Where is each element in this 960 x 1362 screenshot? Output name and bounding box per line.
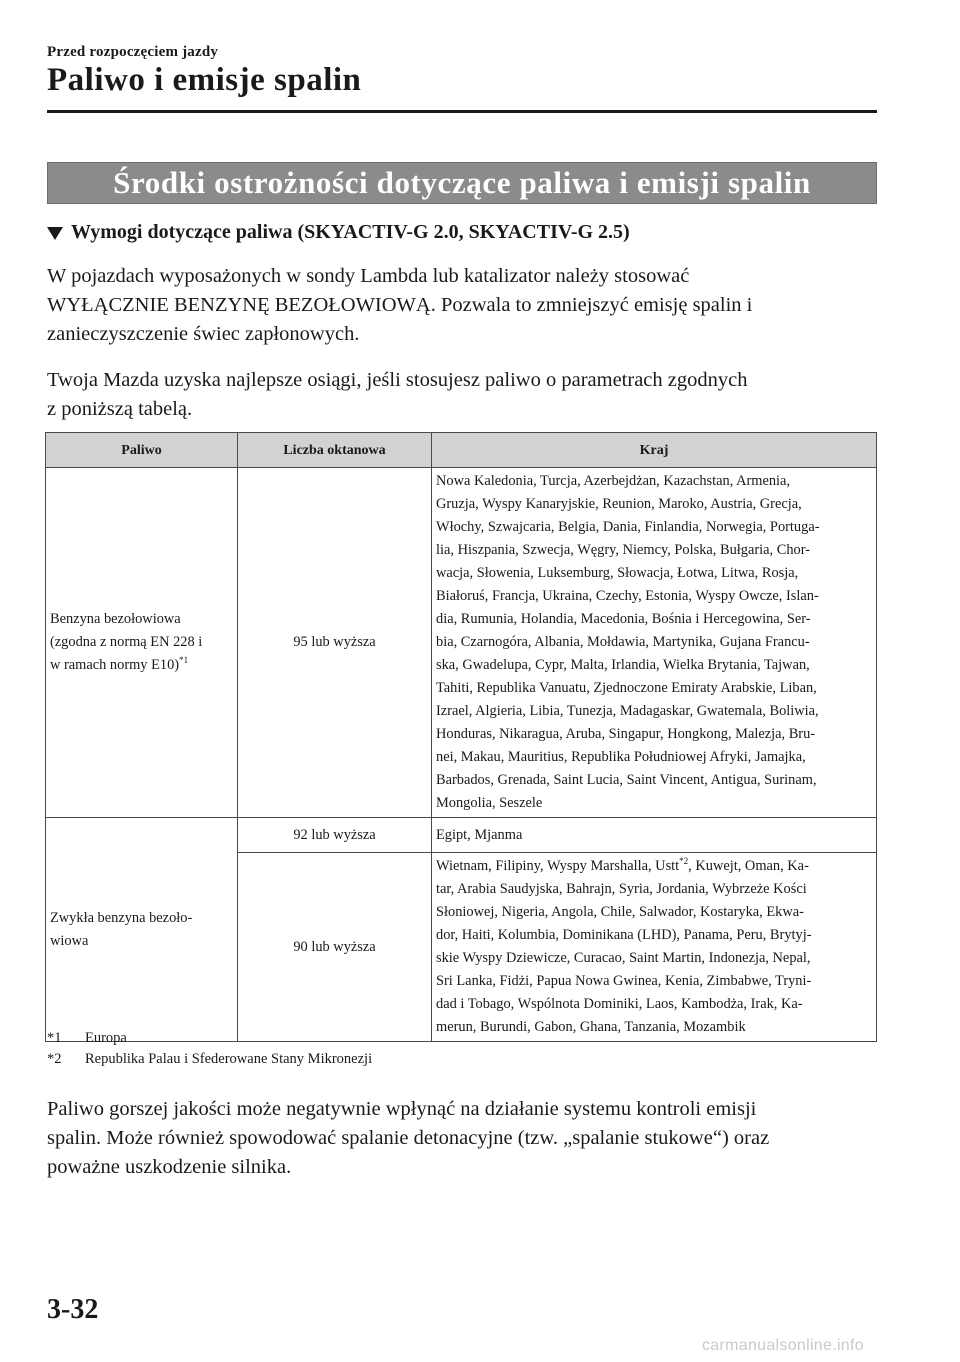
column-header-octane: Liczba oktanowa xyxy=(238,433,432,468)
cell-line: wacja, Słowenia, Luksemburg, Słowacja, Łotwa, Litwa, Rosja, xyxy=(436,565,799,581)
octane-cell: 92 lub wyższa xyxy=(238,818,432,853)
cell-line: Tahiti, Republika Vanuatu, Zjednoczone Emiraty Arabskie, Liban, xyxy=(436,680,817,696)
table-row xyxy=(46,468,877,818)
paragraph-line: zanieczyszczenie świec zapłonowych. xyxy=(47,323,360,345)
cell-line: skie Wyspy Dziewicze, Curacao, Saint Martin, Indonezja, Nepal, xyxy=(436,950,811,966)
footnote-mark: *1 xyxy=(47,1030,62,1046)
footnote xyxy=(47,1028,372,1049)
paragraph-line: Twoja Mazda uzyska najlepsze osiągi, jeśli stosujesz paliwo o parametrach zgodnych xyxy=(47,369,748,391)
cell-line: Mongolia, Seszele xyxy=(436,795,543,811)
cell-line: Zwykła benzyna bezoło- xyxy=(50,909,193,926)
page-number: 3-32 xyxy=(47,1294,99,1325)
subsection-title: Wymogi dotyczące paliwa (SKYACTIV-G 2.0, SKYACTIV-G 2.5) xyxy=(71,221,630,243)
title-divider xyxy=(47,110,877,113)
cell-line: Honduras, Nikaragua, Aruba, Singapur, Hongkong, Malezja, Bru- xyxy=(436,726,816,742)
paragraph-intro xyxy=(47,262,857,349)
cell-line: Białoruś, Francja, Ukraina, Czechy, Estonia, Wyspy Owcze, Islan- xyxy=(436,588,819,604)
country-list xyxy=(436,878,872,1039)
footnote xyxy=(47,1049,372,1070)
page-title: Paliwo i emisje spalin xyxy=(47,62,362,98)
cell-line: Benzyna bezołowiowa xyxy=(50,611,181,627)
footnote-text: Europa xyxy=(85,1030,127,1046)
footnote-mark: *2 xyxy=(47,1051,62,1067)
column-header-country: Kraj xyxy=(432,433,877,468)
cell-line: Włochy, Szwajcaria, Belgia, Dania, Finlandia, Norwegia, Portuga- xyxy=(436,519,820,535)
octane-cell: 90 lub wyższa xyxy=(238,853,432,1042)
cell-line: Nowa Kaledonia, Turcja, Azerbejdżan, Kazachstan, Armenia, xyxy=(436,473,791,489)
footnote-ref: *2 xyxy=(679,856,689,867)
table-header-row xyxy=(46,433,877,468)
cell-line xyxy=(50,654,233,677)
country-list xyxy=(436,470,872,815)
cell-text: , Kuwejt, Oman, Ka- xyxy=(688,858,809,874)
cell-line: dia, Rumunia, Holandia, Macedonia, Bośnia i Hercegowina, Ser- xyxy=(436,611,811,627)
cell-line: (zgodna z normą EN 228 i xyxy=(50,634,203,650)
cell-line: Barbados, Grenada, Saint Lucia, Saint Vincent, Antigua, Surinam, xyxy=(436,772,817,788)
cell-line: wiowa xyxy=(50,932,89,949)
watermark: carmanualsonline.info xyxy=(702,1337,864,1354)
cell-line: bia, Czarnogóra, Albania, Mołdawia, Martynika, Gujana Francu- xyxy=(436,634,810,650)
cell-line: nei, Makau, Mauritius, Republika Południowej Afryki, Jamajka, xyxy=(436,749,806,765)
cell-line: ska, Gwadelupa, Cypr, Malta, Irlandia, Wielka Brytania, Tajwan, xyxy=(436,657,810,673)
paragraph-line: z poniższą tabelą. xyxy=(47,398,193,420)
cell-line: merun, Burundi, Gabon, Ghana, Tanzania, Mozambik xyxy=(436,1019,746,1035)
cell-line: dor, Haiti, Kolumbia, Dominikana (LHD), Panama, Peru, Brytyj- xyxy=(436,927,812,943)
cell-text: Wietnam, Filipiny, Wyspy Marshalla, Ustt xyxy=(436,858,680,874)
column-header-fuel: Paliwo xyxy=(46,433,238,468)
footnotes xyxy=(47,1028,372,1070)
paragraph-warning xyxy=(47,1095,857,1182)
paragraph-line: W pojazdach wyposażonych w sondy Lambda lub katalizator należy stosować xyxy=(47,265,690,287)
triangle-down-icon xyxy=(47,227,63,240)
cell-line: Sri Lanka, Fidżi, Papua Nowa Gwinea, Kenia, Zimbabwe, Tryni- xyxy=(436,973,812,989)
footnote-ref: *1 xyxy=(179,655,189,666)
cell-line xyxy=(436,855,872,878)
country-cell: Egipt, Mjanma xyxy=(432,818,877,853)
cell-line: Izrael, Algieria, Libia, Tunezja, Madagaskar, Gwatemala, Boliwia, xyxy=(436,703,819,719)
cell-line: Gruzja, Wyspy Kanaryjskie, Reunion, Maroko, Austria, Grecja, xyxy=(436,496,802,512)
footnote-text: Republika Palau i Sfederowane Stany Mikronezji xyxy=(85,1051,373,1067)
subsection-heading xyxy=(47,221,630,244)
fuel-type-cell xyxy=(46,818,238,1042)
cell-line: dad i Tobago, Wspólnota Dominiki, Laos, Kambodża, Irak, Ka- xyxy=(436,996,803,1012)
paragraph-performance xyxy=(47,366,857,424)
paragraph-line: poważne uszkodzenie silnika. xyxy=(47,1156,292,1178)
fuel-requirements-table xyxy=(45,432,877,1042)
cell-text: w ramach normy E10) xyxy=(50,657,180,673)
fuel-type-cell xyxy=(46,468,238,818)
country-cell xyxy=(432,468,877,818)
paragraph-line: Paliwo gorszej jakości może negatywnie wpłynąć na działanie systemu kontroli emisji xyxy=(47,1098,757,1120)
cell-line: tar, Arabia Saudyjska, Bahrajn, Syria, Jordania, Wybrzeże Kości xyxy=(436,881,807,897)
octane-cell: 95 lub wyższa xyxy=(238,468,432,818)
table-row xyxy=(46,818,877,853)
country-cell xyxy=(432,853,877,1042)
section-title: Środki ostrożności dotyczące paliwa i emisji spalin xyxy=(47,162,877,204)
cell-line: lia, Hiszpania, Szwecja, Węgry, Niemcy, Polska, Bułgaria, Chor- xyxy=(436,542,811,558)
cell-line: Słoniowej, Nigeria, Angola, Chile, Salwador, Kostaryka, Ekwa- xyxy=(436,904,804,920)
paragraph-line: WYŁĄCZNIE BENZYNĘ BEZOŁOWIOWĄ. Pozwala to zmniejszyć emisję spalin i xyxy=(47,294,753,316)
paragraph-line: spalin. Może również spowodować spalanie detonacyjne (tzw. „spalanie stukowe“) oraz xyxy=(47,1127,770,1149)
breadcrumb: Przed rozpoczęciem jazdy xyxy=(47,44,219,60)
